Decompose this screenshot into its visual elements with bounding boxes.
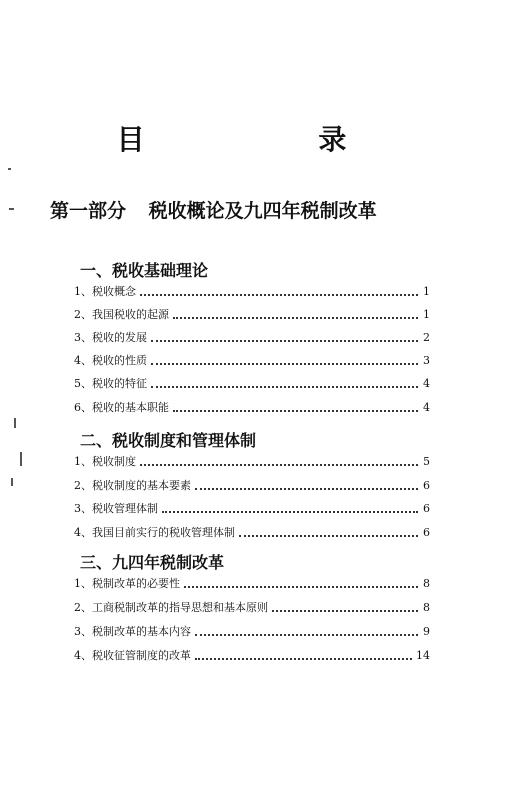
page-title: 目 录 [116, 123, 429, 156]
toc-entry-page: 1 [423, 308, 430, 321]
toc-entry [74, 400, 430, 416]
toc-entry-title: 3、税制改革的基本内容 [74, 625, 191, 638]
dot-leader [151, 339, 418, 342]
toc-entry [74, 376, 430, 392]
toc-entry [74, 454, 430, 470]
toc-entry-page: 1 [423, 285, 430, 298]
toc-entry [74, 330, 430, 346]
toc-entry-page: 8 [423, 577, 430, 590]
toc-entry-title: 1、税制改革的必要性 [74, 577, 180, 590]
dot-leader [151, 362, 418, 365]
dot-leader [184, 585, 418, 588]
dot-leader [173, 409, 418, 412]
toc-entry [74, 353, 430, 369]
scan-speck [20, 452, 22, 466]
toc-entry-title: 2、工商税制改革的指导思想和基本原则 [74, 601, 268, 614]
toc-entry-title: 1、税收制度 [74, 455, 136, 468]
toc-entry [74, 648, 430, 664]
toc-entry [74, 576, 430, 592]
toc-entry-title: 4、税收的性质 [74, 354, 147, 367]
part-title: 税收概论及九四年税制改革 [148, 200, 377, 222]
toc-entry-title: 6、税收的基本职能 [74, 401, 169, 414]
toc-entry-title: 4、我国目前实行的税收管理体制 [74, 526, 235, 539]
toc-entry-title: 2、我国税收的起源 [74, 308, 169, 321]
toc-entry [74, 600, 430, 616]
dot-leader [140, 293, 418, 296]
dot-leader [173, 316, 418, 319]
toc-entry-title: 4、税收征管制度的改革 [74, 649, 191, 662]
toc-entry [74, 478, 430, 494]
toc-entry [74, 624, 430, 640]
dot-leader [151, 385, 418, 388]
toc-entry-page: 6 [423, 526, 430, 539]
scan-speck [8, 168, 11, 170]
toc-entry [74, 307, 430, 323]
toc-entry [74, 525, 430, 541]
part-number: 第一部分 [50, 200, 127, 222]
toc-entry-page: 9 [423, 625, 430, 638]
dot-leader [162, 510, 418, 513]
toc-entry-page: 14 [416, 649, 430, 662]
toc-entry-page: 6 [423, 502, 430, 515]
toc-entry-title: 5、税收的特征 [74, 377, 147, 390]
toc-entry-page: 5 [423, 455, 430, 468]
toc-entry-page: 3 [423, 354, 430, 367]
toc-entry-page: 8 [423, 601, 430, 614]
dot-leader [272, 609, 418, 612]
toc-entry-title: 1、税收概念 [74, 285, 136, 298]
toc-entry [74, 501, 430, 517]
scan-speck [14, 418, 16, 428]
dot-leader [239, 534, 418, 537]
section-heading: 三、九四年税制改革 [80, 553, 225, 572]
toc-entry [74, 284, 430, 300]
scan-speck [11, 478, 13, 486]
toc-entry-title: 3、税收管理体制 [74, 502, 158, 515]
section-heading: 二、税收制度和管理体制 [80, 431, 257, 450]
dot-leader [195, 487, 418, 490]
part-heading [50, 196, 377, 223]
dot-leader [195, 633, 418, 636]
toc-entry-page: 4 [423, 401, 430, 414]
toc-entry-page: 6 [423, 479, 430, 492]
toc-entry-page: 4 [423, 377, 430, 390]
toc-entry-page: 2 [423, 331, 430, 344]
dot-leader [195, 657, 412, 660]
section-heading: 一、税收基础理论 [80, 261, 209, 280]
dot-leader [140, 463, 418, 466]
toc-entry-title: 3、税收的发展 [74, 331, 147, 344]
scan-speck [9, 208, 14, 210]
toc-entry-title: 2、税收制度的基本要素 [74, 479, 191, 492]
